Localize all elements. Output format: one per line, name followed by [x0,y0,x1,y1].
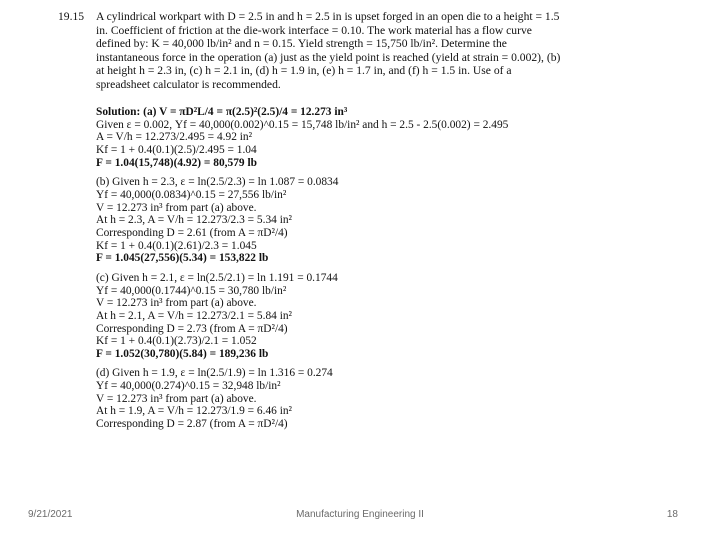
footer-title: Manufacturing Engineering II [296,509,424,520]
solution-line: At h = 1.9, A = V/h = 12.273/1.9 = 6.46 in² [96,405,292,418]
problem-statement [58,10,658,92]
solution-result: F = 1.052(30,780)(5.84) = 189,236 lb [96,347,269,360]
solution-line: Given ε = 0.002, Yf = 40,000(0.002)^0.15 = 15,748 lb/in² and h = 2.5 - 2.5(0.002) = 2.495 [96,118,509,131]
problem-line: at height h = 2.3 in, (c) h = 2.1 in, (d) h = 1.9 in, (e) h = 1.7 in, and (f) h = 1.5 in. Use of a [96,64,512,78]
solution-line: (d) Given h = 1.9, ε = ln(2.5/1.9) = ln 1.316 = 0.274 [96,367,333,380]
problem-line: defined by: K = 40,000 lb/in² and n = 0.15. Yield strength = 15,750 lb/in². Determine the [96,37,507,51]
solution-line: Yf = 40,000(0.0834)^0.15 = 27,556 lb/in² [96,188,287,201]
solution-line: V = 12.273 in³ from part (a) above. [96,392,257,405]
solution-part-b [96,176,566,265]
solution-line: Yf = 40,000(0.1744)^0.15 = 30,780 lb/in² [96,284,287,297]
solution-line: A = V/h = 12.273/2.495 = 4.92 in² [96,131,253,144]
solution-line: (c) Given h = 2.1, ε = ln(2.5/2.1) = ln 1.191 = 0.1744 [96,271,338,284]
solution-line: At h = 2.1, A = V/h = 12.273/2.1 = 5.84 in² [96,309,292,322]
problem-line: spreadsheet calculator is recommended. [96,77,281,91]
solution-line: Yf = 40,000(0.274)^0.15 = 32,948 lb/in² [96,380,281,393]
solution-result: F = 1.04(15,748)(4.92) = 80,579 lb [96,156,257,169]
solution-line: Kf = 1 + 0.4(0.1)(2.5)/2.495 = 1.04 [96,143,257,156]
solution-part-c [96,272,566,361]
solution-line: Corresponding D = 2.87 (from A = πD²/4) [96,418,288,431]
solution-part-d [96,367,566,430]
solution-line: (b) Given h = 2.3, ε = ln(2.5/2.3) = ln 1.087 = 0.0834 [96,176,339,189]
solution-line: At h = 2.3, A = V/h = 12.273/2.3 = 5.34 in² [96,214,292,227]
solution-line: Kf = 1 + 0.4(0.1)(2.73)/2.1 = 1.052 [96,335,257,348]
solution-line: V = 12.273 in³ from part (a) above. [96,297,257,310]
solution-line: Corresponding D = 2.73 (from A = πD²/4) [96,322,288,335]
solution-line: Solution: (a) V = πD²L/4 = π(2.5)²(2.5)/4 = 12.273 in³ [96,106,348,118]
problem-line: in. Coefficient of friction at the die-work interface = 0.10. The work material has a flow curve [96,23,532,37]
problem-line: instantaneous force in the operation (a) just as the yield point is reached (yield at strain = 0.002), (b) [96,50,561,64]
solution-line: Kf = 1 + 0.4(0.1)(2.61)/2.3 = 1.045 [96,239,257,252]
solution-block [96,106,566,431]
solution-line: V = 12.273 in³ from part (a) above. [96,201,257,214]
problem-line: 19.15 A cylindrical workpart with D = 2.5 in and h = 2.5 in is upset forged in an open die to a height = 1.5 [58,10,560,23]
problem-number: 19.15 [58,10,85,23]
solution-line: Corresponding D = 2.61 (from A = πD²/4) [96,226,288,239]
solution-result: F = 1.045(27,556)(5.34) = 153,822 lb [96,252,269,265]
solution-part-a [96,106,566,169]
slide-number: 18 [666,509,678,520]
footer-date: 9/21/2021 [28,509,73,520]
